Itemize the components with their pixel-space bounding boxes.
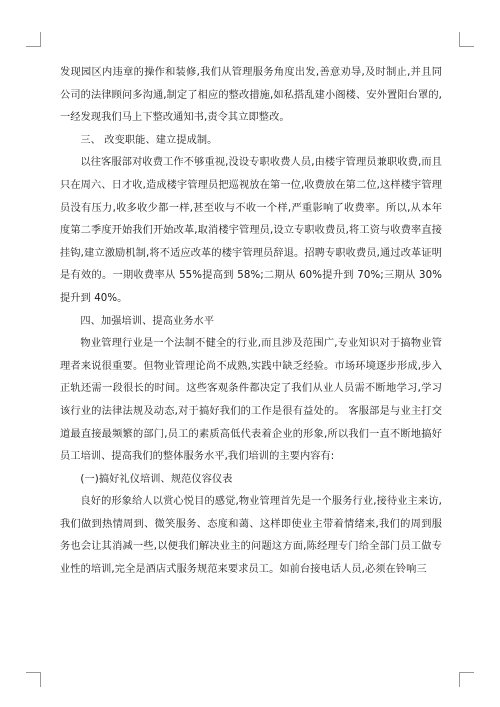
crop-mark-bottom-left [26,672,41,687]
document-body [60,62,442,582]
section-heading-three: 三、 改变职能、建立提成制。 [80,134,218,146]
section-heading-four: 四、加强培训、提高业务水平 [80,315,215,327]
crop-mark-bottom-right [459,672,474,687]
paragraph-etiquette: 良好的形象给人以赏心悦目的感觉,物业管理首先是一个服务行业,接待业主来访,我们做到热情周到、微笑服务、态度和蔼、这样即使业主带着情绪来,我们的周到服务也会让其消减一些,以便我们解决业主的问题这方面,陈经理专门给全部门员工做专业性的培训,完全是酒店式服务规范来要求员工。如前台接电话人员,必须在铃响三 [60,496,442,576]
subsection-heading-etiquette: (一)搞好礼仪培训、规范仪容仪表 [80,473,233,485]
crop-mark-top-left [26,32,41,47]
crop-mark-top-right [459,32,474,47]
paragraph-continuation: 发现园区内违章的操作和装修,我们从管理服务角度出发,善意劝导,及时制止,并且同公司的法律顾问多沟通,制定了相应的整改措施,如私搭乱建小阁楼、安外置阳台罩的,一经发现我们马上下整改通知书,责令其立即整改。 [60,67,442,124]
paragraph-fee-reform: 以往客服部对收费工作不够重视,没设专职收费人员,由楼宇管理员兼职收费,而且只在周六、日才收,造成楼宇管理员把巡视放在第一位,收费放在第二位,这样楼宇管理员没有压力,收多收少都一样,甚至收与不收一个样,严重影响了收费率。所以,从本年度第二季度开始我们开始改革,取消楼宇管理员,设立专职收费员,将工资与收费率直接挂钩,建立激励机制,将不适应改革的楼宇管理员辞退。招聘专职收费员,通过改革证明是有效的。一期收费率从 55%提高到 58%;二期从 60%提升到 70%;三期从 30%提升到 40%。 [60,157,442,304]
paragraph-training: 物业管理行业是一个法制不健全的行业,而且涉及范围广,专业知识对于搞物业管理者来说很重要。但物业管理论尚不成熟,实践中缺乏经验。市场环境逐步形成,步入正轨还需一段很长的时间。这些客观条件都决定了我们从业人员需不断地学习,学习该行业的法律法规及动态,对于搞好我们的工作是很有益处的。 客服部是与业主打交道最直接最频繁的部门,员工的素质高低代表着企业的形象,所以我们一直不断地搞好员工培训、提高我们的整体服务水平,我们培训的主要内容有: [60,338,442,463]
